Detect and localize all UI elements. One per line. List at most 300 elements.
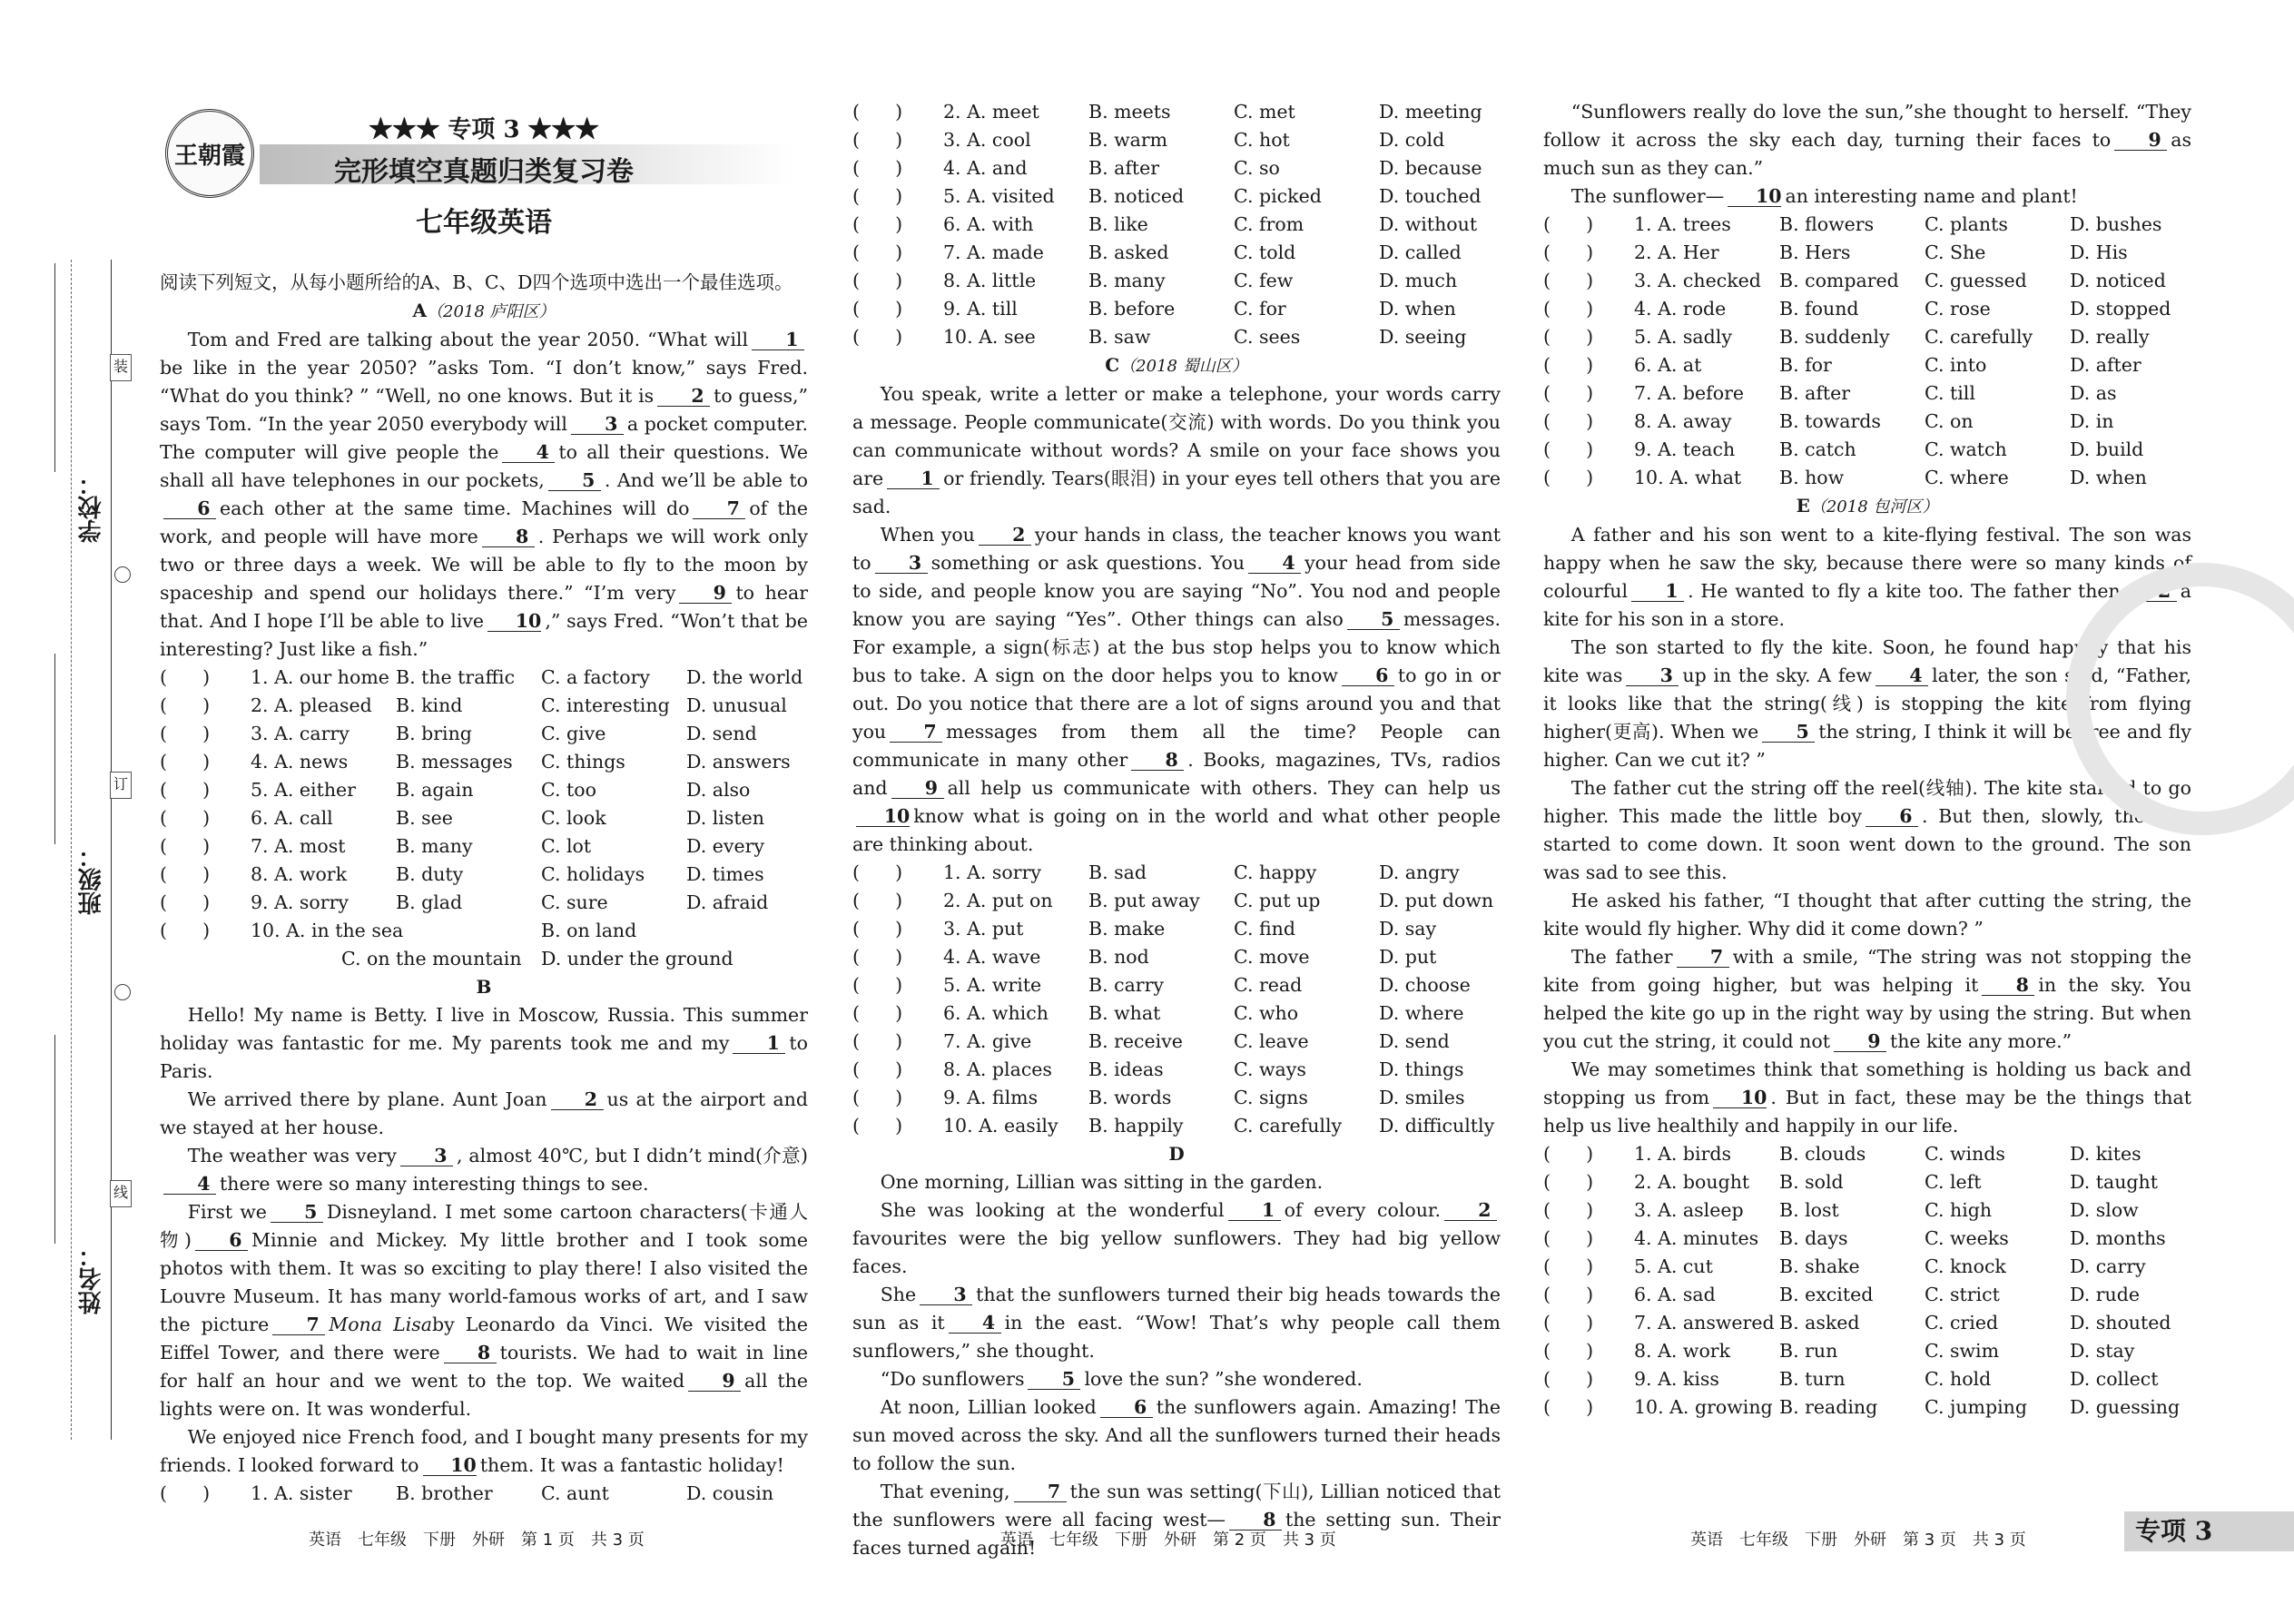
option-b: B. warm bbox=[1088, 129, 1168, 151]
option-a: 8. A. little bbox=[943, 270, 1037, 291]
blank: 10 bbox=[856, 806, 910, 827]
answer-bracket[interactable]: ( ) bbox=[1543, 326, 1594, 348]
text: We may sometimes think that something is holding us back and stopping us from bbox=[1543, 1058, 2191, 1108]
blank: 6 bbox=[1866, 806, 1918, 827]
text: That evening, bbox=[880, 1481, 1010, 1502]
section-b-heading bbox=[160, 973, 808, 1001]
option-d: D. shouted bbox=[2070, 1312, 2171, 1334]
binding-hole-1 bbox=[114, 566, 131, 583]
option-b: B. Hers bbox=[1779, 241, 1851, 263]
answer-bracket[interactable]: ( ) bbox=[852, 946, 903, 968]
section-label: B bbox=[476, 976, 492, 998]
blank: 2 bbox=[1444, 1200, 1497, 1221]
option-a: 10. A. easily bbox=[943, 1115, 1058, 1137]
footer-page-3: 英语 七年级 下册 外研 第 3 页 共 3 页 bbox=[1690, 1530, 2026, 1550]
answer-bracket[interactable]: ( ) bbox=[1543, 270, 1594, 291]
binding-solid-line bbox=[111, 260, 112, 1440]
name-line bbox=[54, 1035, 55, 1244]
question-row bbox=[852, 859, 1501, 887]
option-d: D. much bbox=[1379, 270, 1458, 291]
question-row bbox=[852, 1084, 1501, 1112]
passage-d-p1 bbox=[852, 1168, 1501, 1196]
option-c: C. watch bbox=[1925, 438, 2007, 460]
answer-bracket[interactable]: ( ) bbox=[852, 326, 903, 348]
answer-bracket[interactable]: ( ) bbox=[852, 185, 903, 207]
question-row bbox=[1543, 267, 2191, 295]
answer-bracket[interactable]: ( ) bbox=[160, 835, 211, 857]
blank: 1 bbox=[1228, 1200, 1281, 1221]
answer-bracket[interactable]: ( ) bbox=[1543, 1227, 1594, 1249]
option-c: C. plants bbox=[1925, 213, 2008, 235]
question-row bbox=[160, 748, 808, 776]
question-row bbox=[1543, 1196, 2191, 1225]
option-b: B. what bbox=[1088, 1002, 1161, 1024]
logo-seal: 王朝霞 bbox=[165, 109, 254, 198]
section-label: E bbox=[1796, 495, 1810, 517]
option-d: D. called bbox=[1379, 241, 1462, 263]
answer-bracket[interactable]: ( ) bbox=[1543, 298, 1594, 320]
option-b: B. glad bbox=[396, 891, 463, 913]
option-d: D. also bbox=[686, 779, 751, 801]
answer-bracket[interactable]: ( ) bbox=[852, 157, 903, 179]
text: of every colour. bbox=[1284, 1199, 1441, 1221]
blank: 1 bbox=[733, 1033, 785, 1054]
text: She was looking at the wonderful bbox=[880, 1199, 1225, 1221]
option-c: C. rose bbox=[1925, 298, 1991, 320]
text: all the lights were on. It was wonderful. bbox=[160, 1370, 808, 1420]
option-c: C. on the mountain bbox=[341, 948, 522, 969]
question-row bbox=[1543, 379, 2191, 408]
answer-bracket[interactable]: ( ) bbox=[852, 213, 903, 235]
answer-bracket[interactable]: ( ) bbox=[1543, 410, 1594, 432]
question-row bbox=[1543, 408, 2191, 436]
text: The son started to fly the kite. Soon, he found happily that his kite was bbox=[1543, 636, 2191, 686]
footer-page-1: 英语 七年级 下册 外研 第 1 页 共 3 页 bbox=[309, 1530, 645, 1550]
column-2 bbox=[852, 98, 1501, 1562]
blank: 1 bbox=[887, 468, 940, 489]
blank: 10 bbox=[1728, 186, 1781, 207]
option-d: D. put bbox=[1379, 946, 1437, 968]
option-d: D. every bbox=[686, 835, 764, 857]
text: them. It was a fantastic holiday! bbox=[479, 1454, 784, 1476]
question-row bbox=[1543, 1309, 2191, 1337]
passage-e-p5 bbox=[1543, 943, 2191, 1056]
option-d: D. where bbox=[1379, 1002, 1464, 1024]
option-a: 1. A. trees bbox=[1634, 213, 1731, 235]
text: a kite for his son in a store. bbox=[1543, 580, 2191, 630]
options-d bbox=[1543, 211, 2191, 492]
question-row bbox=[1543, 1140, 2191, 1168]
question-row bbox=[852, 295, 1501, 323]
option-d: D. send bbox=[686, 723, 757, 744]
option-c: C. weeks bbox=[1925, 1227, 2009, 1249]
question-row bbox=[160, 861, 808, 889]
question-row bbox=[1543, 323, 2191, 351]
text: the kite any more.” bbox=[1889, 1030, 2072, 1052]
blank: 3 bbox=[1626, 665, 1679, 686]
option-a: 6. A. sad bbox=[1634, 1284, 1716, 1305]
option-b: B. noticed bbox=[1088, 185, 1185, 207]
answer-bracket[interactable]: ( ) bbox=[852, 129, 903, 151]
option-c: C. too bbox=[541, 779, 596, 801]
text: We enjoyed nice French food, and I bought many presents for my friends. I looked forward to bbox=[160, 1426, 808, 1476]
blank: 9 bbox=[1834, 1031, 1886, 1052]
answer-bracket[interactable]: ( ) bbox=[1543, 1143, 1594, 1165]
blank: 2 bbox=[2124, 581, 2177, 602]
option-b: B. suddenly bbox=[1779, 326, 1890, 348]
name-label: 姓名： bbox=[78, 1244, 105, 1314]
answer-bracket[interactable]: ( ) bbox=[1543, 1171, 1594, 1193]
blank: 3 bbox=[400, 1146, 453, 1166]
passage-e-p4 bbox=[1543, 887, 2191, 943]
text: First we bbox=[187, 1201, 267, 1223]
text: Minnie and Mickey. My little brother and I took some photos with them. It was so exciting to play there! I also visited the Louvre Museum. It has many world-famous works of art, and I saw the picture bbox=[160, 1229, 809, 1335]
option-b: B. like bbox=[1088, 213, 1148, 235]
option-b: B. nod bbox=[1088, 946, 1149, 968]
question-row bbox=[852, 239, 1501, 267]
option-a: 1. A. sorry bbox=[943, 861, 1041, 883]
option-b: B. messages bbox=[396, 751, 513, 773]
blank: 4 bbox=[163, 1174, 216, 1195]
answer-bracket[interactable]: ( ) bbox=[1543, 354, 1594, 376]
blank: 8 bbox=[1982, 975, 2034, 996]
text: in the sky. You helped the kite go up in the right way by using the string. But when you cut the string, it could not bbox=[1543, 974, 2191, 1052]
option-d: D. afraid bbox=[686, 891, 769, 913]
class-line bbox=[54, 654, 55, 844]
answer-bracket[interactable]: ( ) bbox=[852, 861, 903, 883]
text: The father cut the string off the reel(线轴). The kite started to go higher. This made the little boy bbox=[1543, 777, 2191, 827]
option-a: 10. A. growing bbox=[1634, 1396, 1773, 1418]
section-source: （2018 蜀山区） bbox=[1119, 357, 1248, 376]
text: The weather was very bbox=[187, 1145, 397, 1166]
binding-hole-2 bbox=[114, 984, 131, 1000]
text: favourites were the big yellow sunflowers. They had big yellow faces. bbox=[852, 1227, 1501, 1277]
option-c: C. high bbox=[1925, 1199, 1993, 1221]
answer-bracket[interactable]: ( ) bbox=[852, 101, 903, 123]
answer-bracket[interactable]: ( ) bbox=[1543, 241, 1594, 263]
option-c: C. into bbox=[1925, 354, 1987, 376]
option-d: D. times bbox=[686, 863, 764, 885]
option-a: 8. A. work bbox=[1634, 1340, 1731, 1362]
section-source: （2018 包河区） bbox=[1809, 497, 1939, 517]
question-row bbox=[1543, 295, 2191, 323]
option-c: C. strict bbox=[1925, 1284, 2000, 1305]
option-d: D. taught bbox=[2070, 1171, 2158, 1193]
option-d: D. collect bbox=[2070, 1368, 2159, 1390]
text: . But then, slowly, the kite started to come down. It soon went down to the ground. The son was sad to see this. bbox=[1543, 805, 2191, 883]
text: Disneyland. I met some cartoon characters(卡通人物) bbox=[160, 1201, 808, 1251]
answer-bracket[interactable]: ( ) bbox=[852, 1002, 903, 1024]
answer-bracket[interactable]: ( ) bbox=[852, 1087, 903, 1108]
blank: 10 bbox=[423, 1455, 477, 1476]
option-c: C. signs bbox=[1234, 1087, 1308, 1108]
question-row bbox=[852, 887, 1501, 915]
blank: 7 bbox=[1677, 947, 1729, 968]
option-c: C. aunt bbox=[541, 1482, 609, 1504]
options-a bbox=[160, 664, 808, 973]
option-a: 7. A. most bbox=[251, 835, 346, 857]
option-a: 4. A. news bbox=[251, 751, 349, 773]
answer-bracket[interactable]: ( ) bbox=[1543, 1199, 1594, 1221]
question-row bbox=[852, 943, 1501, 971]
option-b: B. duty bbox=[396, 863, 464, 885]
text: as much sun as they can.” bbox=[1543, 129, 2191, 179]
binding-mark-xian: 线 bbox=[110, 1180, 132, 1207]
text: know what is going on in the world and what other people are thinking about. bbox=[852, 805, 1501, 855]
option-a: 7. A. answered bbox=[1634, 1312, 1775, 1334]
question-row bbox=[852, 154, 1501, 182]
passage-a: Tom and Fred are talking about the year 2050. “What will 1be like in the year 2050? ”asks Tom. “I don’t know,” says Fred. “What do you think? ” “Well, no one knows. But it is 2 to guess,” says Tom. “In the year 2050 everybody will 3 a pocket computer. The computer will give people the 4 to all their questions. We shall all have telephones in our pockets, 5 . And we’ll be able to6 each other at the same time. Machines will do 7 of the work, and people will have more 8 . Perhaps we will work only two or three days a week. We will be able to fly to the moon by spaceship and spend our holidays there.” “I’m very 9 to hear that. And I hope I’ll be able to live 10 ,” says Fred. “Won’t that be interesting? Just like a fish.” bbox=[160, 329, 809, 660]
question-row bbox=[160, 776, 808, 804]
options-b bbox=[160, 1480, 808, 1508]
option-b: B. before bbox=[1088, 298, 1176, 320]
option-a: 9. A. kiss bbox=[1634, 1368, 1719, 1390]
answer-bracket[interactable]: ( ) bbox=[852, 1058, 903, 1080]
option-d: D. things bbox=[1379, 1058, 1464, 1080]
option-d: D. kites bbox=[2070, 1143, 2141, 1165]
answer-bracket[interactable]: ( ) bbox=[1543, 1255, 1594, 1277]
answer-bracket[interactable]: ( ) bbox=[1543, 1340, 1594, 1362]
option-c: C. happy bbox=[1234, 861, 1317, 883]
passage-c-p1 bbox=[852, 380, 1501, 521]
school-line bbox=[54, 263, 55, 472]
question-row bbox=[160, 917, 808, 973]
question-row bbox=[852, 182, 1501, 211]
question-row bbox=[160, 804, 808, 832]
question-row bbox=[1543, 1393, 2191, 1422]
text: the setting sun. Their faces turned again! bbox=[852, 1509, 1501, 1559]
option-a: 7. A. before bbox=[1634, 382, 1745, 404]
option-b: B. bring bbox=[396, 723, 472, 744]
answer-bracket[interactable]: ( ) bbox=[1543, 1396, 1594, 1418]
option-c: C. jumping bbox=[1925, 1396, 2027, 1418]
option-b: B. flowers bbox=[1779, 213, 1875, 235]
answer-bracket[interactable]: ( ) bbox=[160, 666, 211, 688]
answer-bracket[interactable]: ( ) bbox=[160, 891, 211, 913]
text: with a smile, “The string was not stopping the kite from going higher, but was helping it bbox=[1543, 946, 2191, 996]
topic-label: ★★★ 专项 3 ★★★ bbox=[369, 116, 599, 143]
blank: 5 bbox=[1762, 722, 1815, 743]
text: the string, I think it will be free and fly higher. Can we cut it? ” bbox=[1543, 721, 2191, 771]
option-a: 2. A. meet bbox=[943, 101, 1039, 123]
option-d: D. noticed bbox=[2070, 270, 2166, 291]
option-b: B. clouds bbox=[1779, 1143, 1866, 1165]
option-b: B. put away bbox=[1088, 890, 1200, 911]
option-b: B. ideas bbox=[1088, 1058, 1164, 1080]
answer-bracket[interactable]: ( ) bbox=[160, 807, 211, 829]
option-c: C. swim bbox=[1925, 1340, 2000, 1362]
option-c: C. interesting bbox=[541, 694, 670, 716]
answer-bracket[interactable]: ( ) bbox=[852, 270, 903, 291]
section-label: C bbox=[1105, 354, 1120, 376]
option-d: D. build bbox=[2070, 438, 2144, 460]
answer-bracket[interactable]: ( ) bbox=[160, 863, 211, 885]
passage-b-p4 bbox=[160, 1198, 808, 1423]
answer-bracket[interactable]: ( ) bbox=[1543, 1284, 1594, 1305]
blank: 8 bbox=[444, 1343, 497, 1363]
text: When you bbox=[880, 524, 975, 546]
text: You speak, write a letter or make a telephone, your words carry a message. People communicate(交流) with words. Do you think you can communicate without words? A smile on your face shows you are bbox=[852, 383, 1501, 489]
answer-bracket[interactable]: ( ) bbox=[852, 974, 903, 996]
option-b: B. meets bbox=[1088, 101, 1171, 123]
text: to go in or out. Do you notice that there are a lot of signs around you and that you bbox=[852, 664, 1501, 743]
option-c: C. carefully bbox=[1234, 1115, 1343, 1137]
question-row bbox=[852, 267, 1501, 295]
option-c: C. things bbox=[541, 751, 625, 773]
blank: 2 bbox=[551, 1089, 604, 1110]
question-row bbox=[160, 664, 808, 692]
question-row bbox=[1543, 239, 2191, 267]
option-c: C. who bbox=[1234, 1002, 1299, 1024]
answer-bracket[interactable]: ( ) bbox=[1543, 213, 1594, 235]
option-b: B. run bbox=[1779, 1340, 1838, 1362]
option-d: D. difficultly bbox=[1379, 1115, 1495, 1137]
answer-bracket[interactable]: ( ) bbox=[852, 298, 903, 320]
section-a-heading: A（2018 庐阳区） bbox=[412, 300, 556, 321]
option-c: C. put up bbox=[1234, 890, 1321, 911]
passage-d-p8 bbox=[1543, 182, 2191, 211]
options-b-cont bbox=[852, 98, 1501, 351]
option-b: B. many bbox=[396, 835, 473, 857]
option-c: C. look bbox=[541, 807, 606, 829]
option-d: D. as bbox=[2070, 382, 2117, 404]
text: to Paris. bbox=[160, 1032, 808, 1082]
option-d: D. the world bbox=[686, 666, 803, 688]
binding-dashed-line bbox=[71, 260, 72, 1440]
question-row bbox=[1543, 351, 2191, 379]
option-a: 7. A. made bbox=[943, 241, 1044, 263]
option-a: 10. A. see bbox=[943, 326, 1036, 348]
answer-bracket[interactable]: ( ) bbox=[852, 241, 903, 263]
option-a: 5. A. write bbox=[943, 974, 1042, 996]
option-c: C. sees bbox=[1234, 326, 1301, 348]
text: Hello! My name is Betty. I live in Moscow, Russia. This summer holiday was fantastic for me. My parents took me and my bbox=[160, 1004, 808, 1054]
instruction: 阅读下列短文，从每小题所给的A、B、C、D四个选项中选出一个最佳选项。 bbox=[160, 271, 793, 293]
option-a: 6. A. which bbox=[943, 1002, 1049, 1024]
blank: 6 bbox=[195, 1230, 248, 1251]
option-d: D. when bbox=[2070, 467, 2147, 488]
option-a: 9. A. sorry bbox=[251, 891, 349, 913]
option-c: C. sure bbox=[541, 891, 608, 913]
option-b: B. receive bbox=[1088, 1030, 1183, 1052]
option-a: 6. A. with bbox=[943, 213, 1034, 235]
option-a: 1. A. birds bbox=[1634, 1143, 1732, 1165]
page-subtitle: 七年级英语 bbox=[416, 207, 552, 239]
option-a: 1. A. our home bbox=[251, 666, 389, 688]
passage-e-p3 bbox=[1543, 774, 2191, 887]
answer-bracket[interactable]: ( ) bbox=[160, 920, 211, 941]
blank: 4 bbox=[949, 1313, 1001, 1334]
text: “Do sunflowers bbox=[880, 1368, 1025, 1390]
text: Mona Lisa bbox=[329, 1314, 432, 1335]
option-a: 3. A. asleep bbox=[1634, 1199, 1744, 1221]
option-b: B. the traffic bbox=[396, 666, 516, 688]
option-c: C. where bbox=[1925, 467, 2009, 488]
option-b: B. sad bbox=[1088, 861, 1147, 883]
text: something or ask questions. You bbox=[930, 552, 1245, 574]
answer-bracket[interactable]: ( ) bbox=[160, 779, 211, 801]
option-d: D. months bbox=[2070, 1227, 2166, 1249]
text: us at the airport and we stayed at her house. bbox=[160, 1088, 808, 1138]
option-b: B. how bbox=[1779, 467, 1845, 488]
option-b: B. happily bbox=[1088, 1115, 1184, 1137]
option-c: C. told bbox=[1234, 241, 1296, 263]
answer-bracket[interactable]: ( ) bbox=[1543, 438, 1594, 460]
answer-bracket[interactable]: ( ) bbox=[852, 890, 903, 911]
blank: 4 bbox=[1876, 665, 1928, 686]
option-b: B. shake bbox=[1779, 1255, 1860, 1277]
answer-bracket[interactable]: ( ) bbox=[160, 1482, 211, 1504]
option-d: D. unusual bbox=[686, 694, 787, 716]
option-c: C. left bbox=[1925, 1171, 1982, 1193]
option-d: D. touched bbox=[1379, 185, 1482, 207]
option-d: D. after bbox=[2070, 354, 2141, 376]
option-a: 5. A. cut bbox=[1634, 1255, 1713, 1277]
class-label: 班级： bbox=[78, 844, 105, 915]
answer-bracket[interactable]: ( ) bbox=[160, 694, 211, 716]
answer-bracket[interactable]: ( ) bbox=[160, 723, 211, 744]
question-row bbox=[852, 915, 1501, 943]
option-b: B. towards bbox=[1779, 410, 1881, 432]
question-row bbox=[1543, 1168, 2191, 1196]
answer-bracket[interactable]: ( ) bbox=[852, 1115, 903, 1137]
text: all help us communicate with others. They can help us bbox=[947, 777, 1501, 799]
option-c: C. move bbox=[1234, 946, 1310, 968]
answer-bracket[interactable]: ( ) bbox=[852, 1030, 903, 1052]
blank: 2 bbox=[979, 525, 1031, 546]
option-b: B. days bbox=[1779, 1227, 1848, 1249]
option-c: C. picked bbox=[1234, 185, 1322, 207]
option-d: D. cold bbox=[1379, 129, 1445, 151]
option-c: C. a factory bbox=[541, 666, 650, 688]
blank: 6 bbox=[1342, 665, 1394, 686]
option-d: D. meeting bbox=[1379, 101, 1482, 123]
question-row bbox=[852, 126, 1501, 154]
answer-bracket[interactable]: ( ) bbox=[1543, 1312, 1594, 1334]
option-b: B. after bbox=[1088, 157, 1160, 179]
text: At noon, Lillian looked bbox=[880, 1396, 1097, 1418]
answer-bracket[interactable]: ( ) bbox=[160, 751, 211, 773]
option-d: D. rude bbox=[2070, 1284, 2140, 1305]
question-row bbox=[852, 971, 1501, 999]
answer-bracket[interactable]: ( ) bbox=[1543, 382, 1594, 404]
text: the sun was setting(下山), Lillian noticed that the sunflowers were all facing west— bbox=[852, 1481, 1501, 1530]
text: by Leonardo da Vinci. We visited the Eiffel Tower, and there were bbox=[160, 1314, 809, 1363]
blank: 10 bbox=[1713, 1088, 1767, 1108]
topic-tag: 专项 3 bbox=[2124, 1511, 2294, 1551]
option-a: 2. A. pleased bbox=[251, 694, 372, 716]
option-b: B. kind bbox=[396, 694, 463, 716]
blank: 5 bbox=[1028, 1369, 1080, 1390]
text: He asked his father, “I thought that after cutting the string, the kite would fly higher. Why did it come down? ” bbox=[1543, 890, 2191, 940]
option-c: C. till bbox=[1925, 382, 1975, 404]
text: in the east. “Wow! That’s why people call them sunflowers,” she thought. bbox=[852, 1312, 1501, 1362]
answer-bracket[interactable]: ( ) bbox=[852, 918, 903, 940]
blank: 6 bbox=[1100, 1397, 1153, 1418]
option-b: B. many bbox=[1088, 270, 1166, 291]
option-b: B. make bbox=[1088, 918, 1166, 940]
answer-bracket[interactable]: ( ) bbox=[1543, 1368, 1594, 1390]
option-c: C. so bbox=[1234, 157, 1280, 179]
option-d: D. really bbox=[2070, 326, 2150, 348]
text: . He wanted to fly a kite too. The father then bbox=[1688, 580, 2121, 602]
option-c: C. ways bbox=[1234, 1058, 1306, 1080]
option-c: C. guessed bbox=[1925, 270, 2027, 291]
option-c: C. for bbox=[1234, 298, 1286, 320]
option-b: B. catch bbox=[1779, 438, 1856, 460]
answer-bracket[interactable]: ( ) bbox=[1543, 467, 1594, 488]
option-b: B. lost bbox=[1779, 1199, 1839, 1221]
